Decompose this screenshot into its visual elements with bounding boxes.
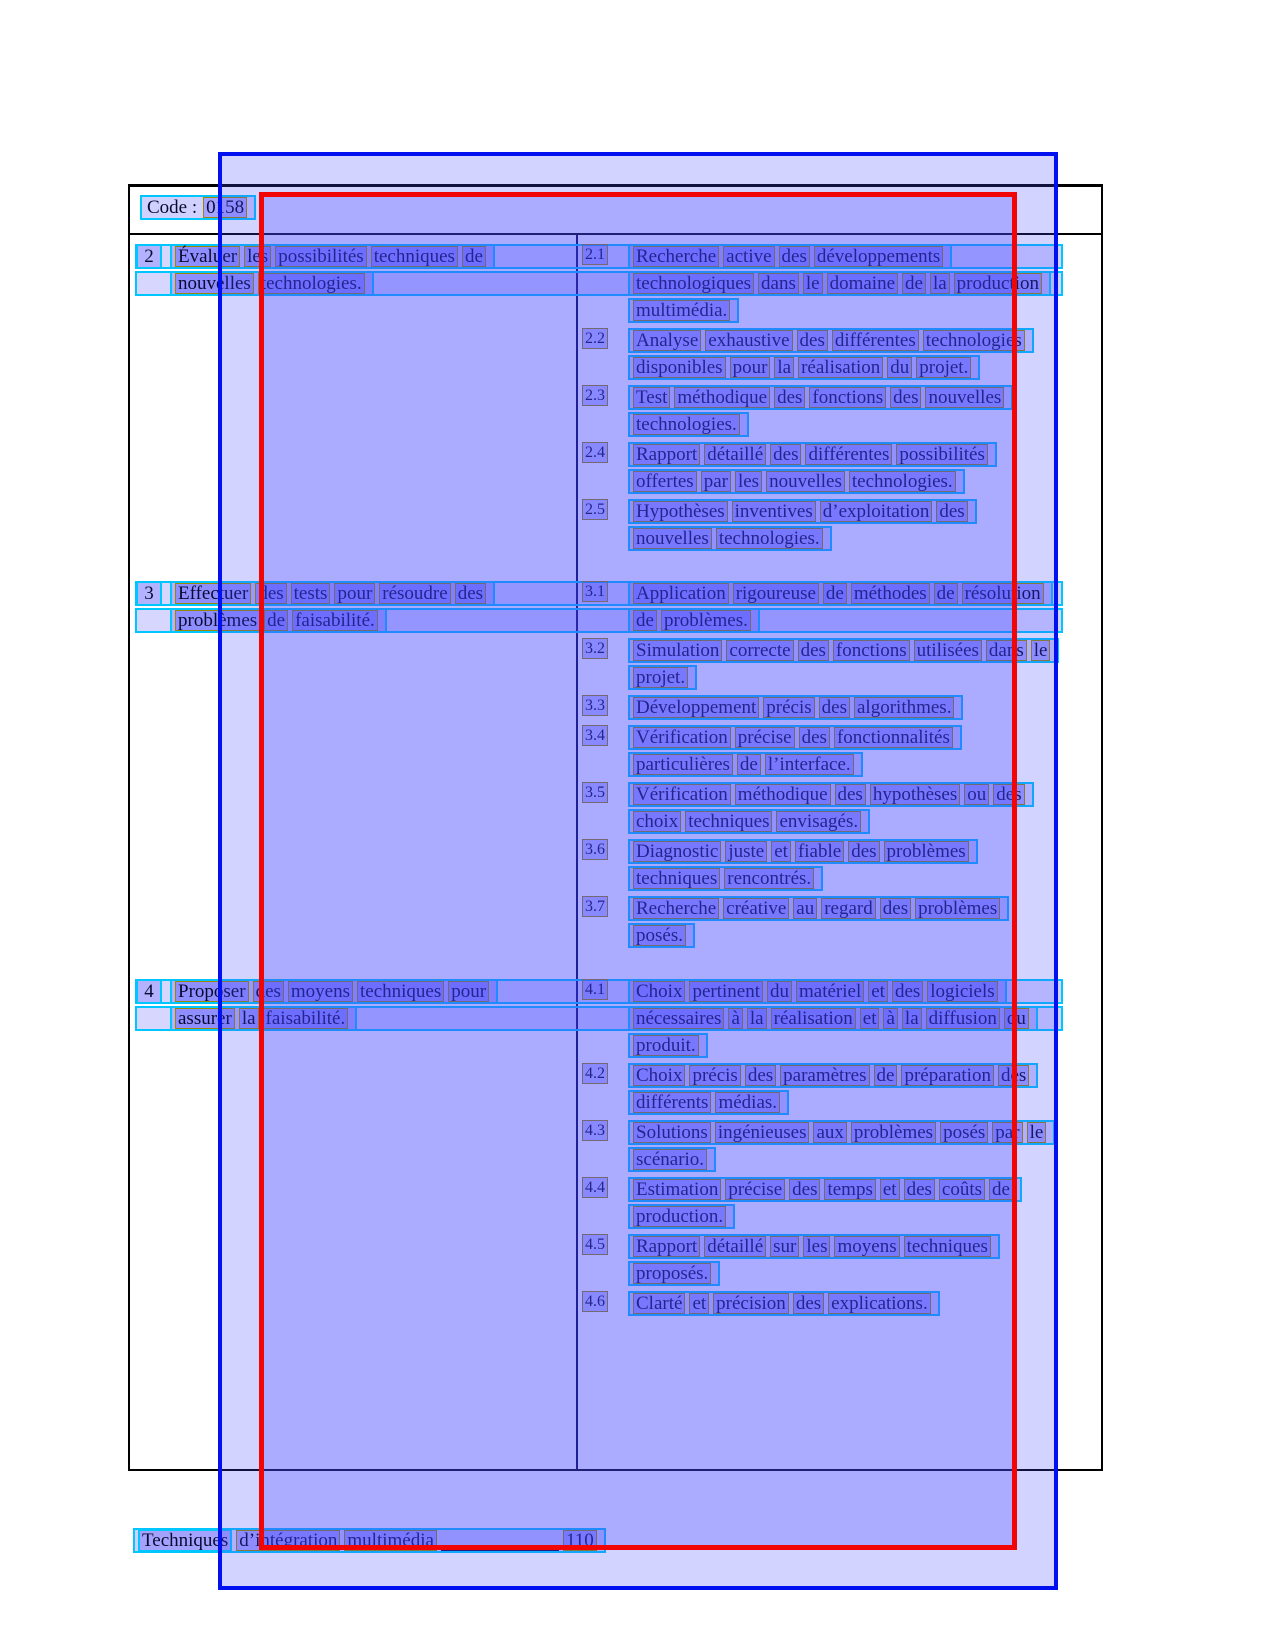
code-label: Code : xyxy=(147,197,198,218)
criterion-row xyxy=(582,638,1102,692)
competency-item xyxy=(136,581,572,635)
ocr-line-box xyxy=(628,271,1051,296)
ocr-line-box xyxy=(628,244,952,269)
ocr-word-box: précis xyxy=(689,1065,740,1086)
ocr-word-box: à xyxy=(883,1008,897,1029)
ocr-line-box xyxy=(628,1291,940,1316)
ocr-line-box xyxy=(170,979,498,1004)
ocr-word-box: posés xyxy=(940,1122,988,1143)
item-number: 2 xyxy=(136,244,162,269)
ocr-word-box: les xyxy=(244,246,271,267)
ocr-word-box: des xyxy=(998,1065,1029,1086)
ocr-word-box: méthodes xyxy=(851,583,930,604)
ocr-word-box: les xyxy=(735,471,762,492)
criterion-row xyxy=(582,1120,1102,1174)
ocr-word-box: préparation xyxy=(901,1065,994,1086)
ocr-line-box xyxy=(628,866,823,891)
ocr-word-box: nécessaires xyxy=(633,1008,724,1029)
ocr-word-box: médias. xyxy=(715,1092,780,1113)
ocr-word-box: fonctions xyxy=(833,640,910,661)
ocr-word-box: nouvelles xyxy=(175,273,254,294)
ocr-word-box: pour xyxy=(334,583,375,604)
ocr-word-box: le xyxy=(1031,640,1051,661)
ocr-word-box: moyens xyxy=(288,981,353,1002)
ocr-word-box: produit. xyxy=(633,1035,699,1056)
ocr-word-box: et xyxy=(689,1293,709,1314)
ocr-word-box: du xyxy=(1004,1008,1029,1029)
ocr-word-box: technologiques xyxy=(633,273,754,294)
criterion-row xyxy=(582,695,1102,722)
criteria-list xyxy=(582,979,1102,1321)
ocr-line-box xyxy=(170,271,374,296)
ocr-word-box: dans xyxy=(986,640,1027,661)
ocr-line-box xyxy=(170,608,387,633)
ocr-word-box: Vérification xyxy=(633,784,731,805)
criterion-row xyxy=(582,896,1102,950)
criterion-row xyxy=(582,385,1102,439)
ocr-word-box: techniques xyxy=(357,981,444,1002)
ocr-word-box: envisagés. xyxy=(776,811,861,832)
ocr-line-box xyxy=(628,1033,708,1058)
ocr-word-box: précise xyxy=(735,727,795,748)
criterion-number: 3.5 xyxy=(582,782,608,803)
ocr-word-box: proposés. xyxy=(633,1263,711,1284)
ocr-line-box xyxy=(628,752,863,777)
ocr-word-box: production. xyxy=(633,1206,726,1227)
criterion-row xyxy=(582,725,1102,779)
ocr-word-box: au xyxy=(793,898,817,919)
ocr-word-box: par xyxy=(992,1122,1022,1143)
ocr-word-box: Choix xyxy=(633,981,685,1002)
ocr-word-box: Application xyxy=(633,583,729,604)
ocr-word-box: technologies xyxy=(923,330,1025,351)
ocr-word-box: active xyxy=(723,246,774,267)
ocr-word-box: coûts xyxy=(939,1179,985,1200)
item-number: 4 xyxy=(136,979,162,1004)
ocr-word-box: précise xyxy=(725,1179,785,1200)
ocr-word-box: des xyxy=(797,330,828,351)
ocr-word-box: pour xyxy=(730,357,771,378)
code-row xyxy=(130,187,1101,235)
ocr-word-box: production xyxy=(954,273,1042,294)
ocr-word-box: des xyxy=(774,387,805,408)
ocr-line-box xyxy=(140,195,256,220)
ocr-line-box xyxy=(628,782,1034,807)
ocr-word-box: nouvelles xyxy=(925,387,1004,408)
criteria-list xyxy=(582,244,1102,556)
ocr-word-box: domaine xyxy=(827,273,898,294)
ocr-word-box: la xyxy=(239,1008,259,1029)
ocr-line-box xyxy=(170,1006,357,1031)
ocr-word-box: des xyxy=(793,1293,824,1314)
criterion-number: 3.6 xyxy=(582,839,608,860)
criteria-list xyxy=(582,581,1102,953)
ocr-word-box: de xyxy=(902,273,926,294)
ocr-word-box: assurer xyxy=(175,1008,235,1029)
ocr-word-box: d’exploitation xyxy=(820,501,933,522)
criterion-number: 4.1 xyxy=(582,979,608,1000)
item-text xyxy=(170,979,498,1033)
ocr-word-box: multimédia. xyxy=(633,300,730,321)
footer xyxy=(133,1528,606,1553)
ocr-word-box: des xyxy=(779,246,810,267)
ocr-word-box: détaillé xyxy=(704,444,766,465)
ocr-word-box: logiciels xyxy=(927,981,997,1002)
ocr-word-box: Clarté xyxy=(633,1293,685,1314)
ocr-word-box: méthodique xyxy=(674,387,770,408)
competency-item xyxy=(136,244,572,298)
criterion-number: 4.5 xyxy=(582,1234,608,1255)
criterion-number: 3.3 xyxy=(582,695,608,716)
ocr-word-box: problèmes. xyxy=(661,610,751,631)
ocr-word-box: faisabilité. xyxy=(292,610,378,631)
ocr-word-box: la xyxy=(902,1008,922,1029)
ocr-line-box xyxy=(628,469,965,494)
ocr-word-box: scénario. xyxy=(633,1149,707,1170)
ocr-word-box: inventives xyxy=(732,501,816,522)
criterion-row xyxy=(582,839,1102,893)
ocr-word-box: détaillé xyxy=(704,1236,766,1257)
criterion-row xyxy=(582,244,1102,325)
ocr-word-box: regard xyxy=(821,898,876,919)
ocr-word-box: créative xyxy=(723,898,789,919)
ocr-word-box: réalisation xyxy=(798,357,883,378)
ocr-word-box: des xyxy=(770,444,801,465)
ocr-line-box xyxy=(628,412,749,437)
ocr-line-box xyxy=(628,809,870,834)
ocr-word-box: des xyxy=(798,640,829,661)
ocr-word-box: disponibles xyxy=(633,357,726,378)
criterion-row xyxy=(582,1177,1102,1231)
ocr-line-box xyxy=(628,328,1034,353)
ocr-line-box xyxy=(628,725,962,750)
criterion-number: 2.4 xyxy=(582,442,608,463)
ocr-word-box: paramètres xyxy=(780,1065,869,1086)
ocr-word-box: technologies. xyxy=(633,414,740,435)
ocr-line-box xyxy=(628,923,695,948)
ocr-word-box: Évaluer xyxy=(175,246,240,267)
ocr-word-box: de xyxy=(633,610,657,631)
ocr-word-box: rencontrés. xyxy=(724,868,814,889)
criterion-number: 2.5 xyxy=(582,499,608,520)
ocr-word-box: des xyxy=(255,583,286,604)
ocr-word-box: techniques xyxy=(371,246,458,267)
ocr-word-box: de xyxy=(737,754,761,775)
ocr-line-box xyxy=(628,608,760,633)
ocr-word-box: et xyxy=(771,841,791,862)
column-divider xyxy=(576,235,578,1469)
ocr-word-box: projet. xyxy=(916,357,971,378)
ocr-word-box: matériel xyxy=(796,981,864,1002)
ocr-word-box: Choix xyxy=(633,1065,685,1086)
ocr-word-box: de xyxy=(989,1179,1013,1200)
ocr-word-box: d’intégration xyxy=(236,1530,340,1551)
ocr-word-box: des xyxy=(253,981,284,1002)
ocr-word-box: des xyxy=(789,1179,820,1200)
criterion-number: 3.2 xyxy=(582,638,608,659)
criterion-number: 4.6 xyxy=(582,1291,608,1312)
ocr-word-box: Solutions xyxy=(633,1122,711,1143)
ocr-word-box: multimédia xyxy=(344,1530,437,1551)
ocr-word-box: Recherche xyxy=(633,246,719,267)
ocr-line-box xyxy=(628,355,980,380)
ocr-word-box: aux xyxy=(813,1122,846,1143)
ocr-word-box: techniques xyxy=(685,811,772,832)
ocr-word-box: offertes xyxy=(633,471,697,492)
item-text xyxy=(170,244,495,298)
ocr-word-box: des xyxy=(819,697,850,718)
ocr-word-box: Hypothèses xyxy=(633,501,728,522)
ocr-word-box: fonctions xyxy=(809,387,886,408)
ocr-word-box: Rapport xyxy=(633,1236,700,1257)
evaluation-table xyxy=(128,184,1103,1471)
ocr-word-box: Recherche xyxy=(633,898,719,919)
ocr-line-box xyxy=(628,1234,1000,1259)
ocr-word-box: faisabilité. xyxy=(263,1008,349,1029)
ocr-word-box: choix xyxy=(633,811,681,832)
ocr-word-box: de xyxy=(934,583,958,604)
ocr-word-box: de xyxy=(264,610,288,631)
ocr-line-box xyxy=(628,526,832,551)
ocr-word-box: problèmes xyxy=(175,610,260,631)
footer-leader-line xyxy=(441,1530,559,1551)
ocr-word-box: temps xyxy=(824,1179,875,1200)
criterion-number: 2.1 xyxy=(582,244,608,265)
criterion-number: 3.7 xyxy=(582,896,608,917)
ocr-line-box xyxy=(628,839,978,864)
ocr-line-box xyxy=(628,665,697,690)
ocr-word-box: technologies. xyxy=(849,471,956,492)
ocr-word-box: exhaustive xyxy=(705,330,792,351)
ocr-word-box: méthodique xyxy=(735,784,831,805)
ocr-word-box: Techniques xyxy=(138,1529,232,1552)
ocr-word-box: fiable xyxy=(795,841,844,862)
ocr-line-box xyxy=(628,1177,1022,1202)
ocr-word-box: possibilités xyxy=(275,246,367,267)
item-text xyxy=(170,581,495,635)
ocr-word-box: nouvelles xyxy=(766,471,845,492)
ocr-word-box: résoudre xyxy=(379,583,450,604)
ocr-word-box: l’interface. xyxy=(765,754,854,775)
ocr-word-box: des xyxy=(848,841,879,862)
ocr-word-box: Proposer xyxy=(175,981,249,1002)
ocr-word-box: à xyxy=(728,1008,742,1029)
ocr-word-box: problèmes xyxy=(915,898,1000,919)
ocr-word-box: dans xyxy=(758,273,799,294)
ocr-word-box: Simulation xyxy=(633,640,722,661)
ocr-word-box: tests xyxy=(291,583,331,604)
ocr-word-box: et xyxy=(880,1179,900,1200)
criterion-row xyxy=(582,1234,1102,1288)
criterion-number: 4.3 xyxy=(582,1120,608,1141)
ocr-line-box xyxy=(628,298,739,323)
ocr-line-box xyxy=(628,695,963,720)
ocr-word-box: juste xyxy=(725,841,767,862)
ocr-line-box xyxy=(628,499,977,524)
ocr-word-box: la xyxy=(774,357,794,378)
criterion-row xyxy=(582,581,1102,635)
ocr-word-box: ou xyxy=(964,784,989,805)
ocr-word-box: techniques xyxy=(904,1236,991,1257)
criterion-number: 4.2 xyxy=(582,1063,608,1084)
ocr-line-box xyxy=(628,385,1013,410)
ocr-word-box: technologies. xyxy=(258,273,365,294)
ocr-word-box: et xyxy=(860,1008,880,1029)
ocr-line-box xyxy=(628,1261,720,1286)
ocr-word-box: le xyxy=(1027,1122,1047,1143)
ocr-word-box: utilisées xyxy=(914,640,982,661)
criterion-row xyxy=(582,442,1102,496)
ocr-line-box xyxy=(628,979,1007,1004)
criterion-row xyxy=(582,782,1102,836)
ocr-word-box: projet. xyxy=(633,667,688,688)
ocr-word-box: techniques xyxy=(633,868,720,889)
criterion-number: 2.3 xyxy=(582,385,608,406)
competency-item xyxy=(136,979,572,1033)
ocr-line-box xyxy=(628,1063,1038,1088)
footer-page-number: 110 xyxy=(563,1530,597,1551)
ocr-word-box: diffusion xyxy=(926,1008,1000,1029)
ocr-word-box: Test xyxy=(633,387,670,408)
ocr-word-box: des xyxy=(892,981,923,1002)
ocr-word-box: sur xyxy=(770,1236,799,1257)
ocr-word-box: des xyxy=(936,501,967,522)
ocr-word-box: Vérification xyxy=(633,727,731,748)
criterion-number: 2.2 xyxy=(582,328,608,349)
criterion-number: 4.4 xyxy=(582,1177,608,1198)
ocr-word-box: des xyxy=(835,784,866,805)
ocr-line-box xyxy=(628,442,997,467)
ocr-word-box: Développement xyxy=(633,697,759,718)
ocr-word-box: particulières xyxy=(633,754,733,775)
ocr-word-box: technologies. xyxy=(716,528,823,549)
ocr-word-box: posés. xyxy=(633,925,686,946)
ocr-word-box: problèmes xyxy=(884,841,969,862)
ocr-word-box: des xyxy=(890,387,921,408)
criterion-row xyxy=(582,499,1102,553)
footer-title-words xyxy=(138,1529,441,1552)
ocr-word-box: rigoureuse xyxy=(733,583,819,604)
ocr-word-box: des xyxy=(455,583,486,604)
ocr-line-box xyxy=(170,244,495,269)
criterion-number: 3.1 xyxy=(582,581,608,602)
ocr-word-box: des xyxy=(880,898,911,919)
ocr-word-box: des xyxy=(799,727,830,748)
ocr-line-box xyxy=(628,1120,1055,1145)
criterion-row xyxy=(582,1063,1102,1117)
ocr-word-box: explications. xyxy=(828,1293,931,1314)
criterion-number: 3.4 xyxy=(582,725,608,746)
ocr-line-box xyxy=(628,1090,789,1115)
ocr-word-box: développements xyxy=(814,246,943,267)
ocr-word-box: des xyxy=(993,784,1024,805)
ocr-word-box: Diagnostic xyxy=(633,841,721,862)
ocr-word-box: et xyxy=(868,981,888,1002)
ocr-line-box xyxy=(170,581,495,606)
ocr-word-box: les xyxy=(803,1236,830,1257)
ocr-word-box: moyens xyxy=(834,1236,899,1257)
ocr-word-box: correcte xyxy=(726,640,793,661)
ocr-word-box: de xyxy=(874,1065,898,1086)
ocr-word-box: des xyxy=(745,1065,776,1086)
ocr-word-box: différents xyxy=(633,1092,711,1113)
item-number: 3 xyxy=(136,581,162,606)
ocr-word-box: le xyxy=(803,273,823,294)
ocr-word-box: du xyxy=(887,357,912,378)
ocr-word-box: Rapport xyxy=(633,444,700,465)
ocr-word-box: de xyxy=(462,246,486,267)
ocr-word-box: la xyxy=(930,273,950,294)
ocr-word-box: Estimation xyxy=(633,1179,721,1200)
ocr-word-box: hypothèses xyxy=(870,784,960,805)
ocr-word-box: pour xyxy=(448,981,489,1002)
ocr-word-box: par xyxy=(701,471,731,492)
ocr-word-box: précis xyxy=(763,697,814,718)
ocr-line-box xyxy=(628,1204,735,1229)
code-value: 0158 xyxy=(203,197,247,218)
ocr-word-box: résolution xyxy=(962,583,1044,604)
ocr-word-box: nouvelles xyxy=(633,528,712,549)
criterion-row xyxy=(582,979,1102,1060)
ocr-word-box: problèmes xyxy=(851,1122,936,1143)
ocr-word-box: algorithmes. xyxy=(854,697,954,718)
ocr-word-box: Effectuer xyxy=(175,583,251,604)
ocr-word-box: réalisation xyxy=(771,1008,856,1029)
ocr-line-box xyxy=(628,581,1053,606)
ocr-word-box: des xyxy=(904,1179,935,1200)
ocr-line-box xyxy=(628,1006,1038,1031)
ocr-word-box: Analyse xyxy=(633,330,701,351)
criterion-row xyxy=(582,328,1102,382)
ocr-line-box xyxy=(628,1147,716,1172)
ocr-word-box: de xyxy=(823,583,847,604)
ocr-line-box xyxy=(628,638,1059,663)
ocr-word-box: la xyxy=(747,1008,767,1029)
criterion-row xyxy=(582,1291,1102,1318)
ocr-word-box: différentes xyxy=(832,330,919,351)
ocr-word-box: pertinent xyxy=(689,981,763,1002)
ocr-word-box: possibilités xyxy=(896,444,988,465)
ocr-word-box: du xyxy=(767,981,792,1002)
ocr-line-box xyxy=(628,896,1009,921)
ocr-word-box: différentes xyxy=(805,444,892,465)
ocr-word-box: fonctionnalités xyxy=(834,727,953,748)
ocr-word-box: ingénieuses xyxy=(715,1122,810,1143)
ocr-word-box: précision xyxy=(713,1293,789,1314)
